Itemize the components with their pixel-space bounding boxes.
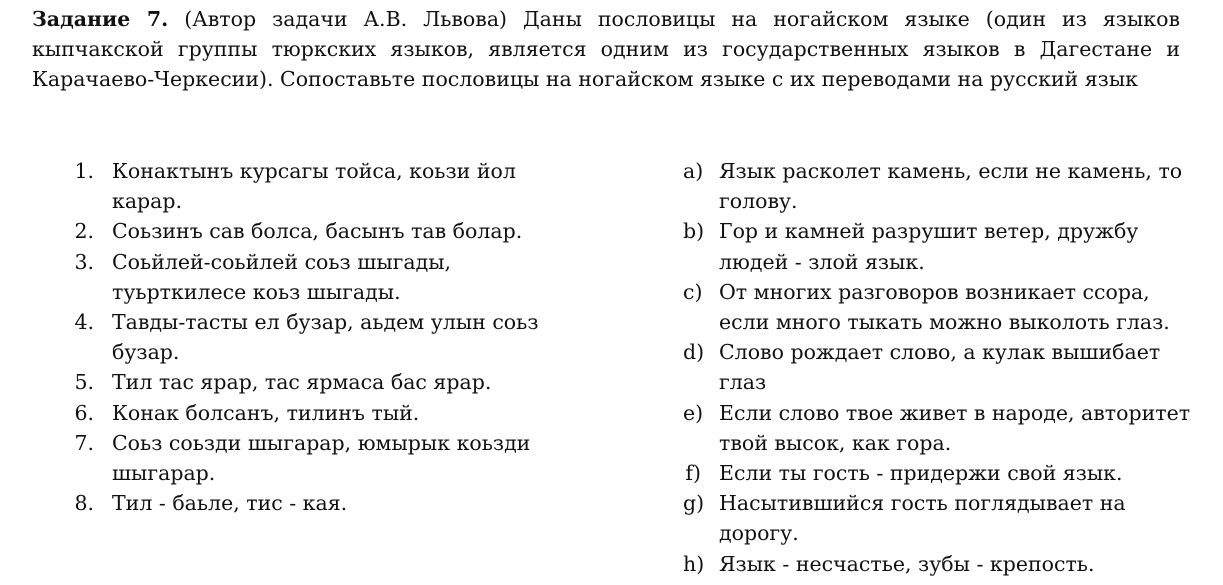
item-letter: h) [683, 551, 705, 576]
task-statement [32, 4, 1180, 94]
list-item [683, 216, 1203, 276]
proverb-text: Конак болсанъ, тилинъ тый. [112, 400, 420, 425]
translation-text: От многих разговоров возникает ссора, если много тыкать можно выколоть глаз. [719, 279, 1170, 335]
item-number: 8. [74, 491, 94, 516]
item-letter: c) [683, 279, 703, 304]
nogai-proverbs-list [68, 156, 568, 518]
list-item [68, 428, 568, 488]
item-number: 5. [74, 370, 94, 395]
item-letter: d) [683, 340, 705, 365]
translation-text: Слово рождает слово, а кулак вышибает глаз [719, 340, 1161, 395]
task-label: Задание 7. [32, 7, 169, 31]
translation-text: Если слово твое живет в народе, авторитет твой высок, как гора. [719, 400, 1191, 455]
list-item [68, 247, 568, 307]
item-number: 1. [74, 159, 94, 183]
item-letter: e) [683, 400, 704, 425]
proverb-text: Тил - баьле, тис - кая. [112, 491, 348, 516]
proverb-text: Тавды-тасты ел бузар, аьдем улын соьз бузар. [112, 310, 539, 365]
item-letter: g) [683, 491, 705, 516]
item-letter: f) [685, 461, 701, 486]
list-item [68, 156, 568, 216]
proverb-text: Соьзинъ сав болса, басынъ тав болар. [112, 219, 523, 244]
item-number: 6. [74, 400, 94, 425]
translation-text: Язык расколет камень, если не камень, то голову. [719, 159, 1183, 214]
item-letter: a) [683, 159, 704, 183]
list-item [68, 216, 568, 246]
list-item [68, 307, 568, 367]
list-item [68, 367, 568, 397]
list-item [683, 549, 1203, 579]
item-number: 2. [74, 219, 94, 244]
translation-text: Если ты гость - придержи свой язык. [719, 461, 1123, 486]
proverb-text: Соьйлей-соьйлей соьз шыгады, туьрткилесе коьз шыгады. [112, 249, 452, 304]
list-item [683, 337, 1203, 397]
item-number: 7. [74, 430, 94, 455]
list-item [683, 156, 1203, 216]
list-item [683, 398, 1203, 458]
translation-text: Язык - несчастье, зубы - крепость. [719, 551, 1095, 576]
task-text: (Автор задачи А.В. Львова) Даны пословицы на ногайском языке (один из языков кыпчакской группы тюркских языков, является одним из государственных языков в Дагестане и Карачаево-Черкесии). Сопоставьте пословицы на ногайском языке с их переводами на русский язык [32, 7, 1180, 91]
russian-translations-list [683, 156, 1203, 579]
list-item [683, 458, 1203, 488]
list-item [683, 277, 1203, 337]
proverb-text: Соьз соьзди шыгарар, юмырык коьзди шыгарар. [112, 430, 531, 486]
item-number: 3. [74, 249, 94, 274]
item-number: 4. [74, 310, 94, 335]
translation-text: Гор и камней разрушит ветер, дружбу людей - злой язык. [719, 219, 1139, 274]
list-item [68, 398, 568, 428]
list-item [683, 488, 1203, 548]
item-letter: b) [683, 219, 705, 244]
proverb-text: Конактынъ курсагы тойса, коьзи йол карар. [112, 159, 516, 214]
translation-text: Насытившийся гость поглядывает на дорогу. [719, 491, 1126, 546]
proverb-text: Тил тас ярар, тас ярмаса бас ярар. [112, 370, 492, 395]
list-item [68, 488, 568, 518]
